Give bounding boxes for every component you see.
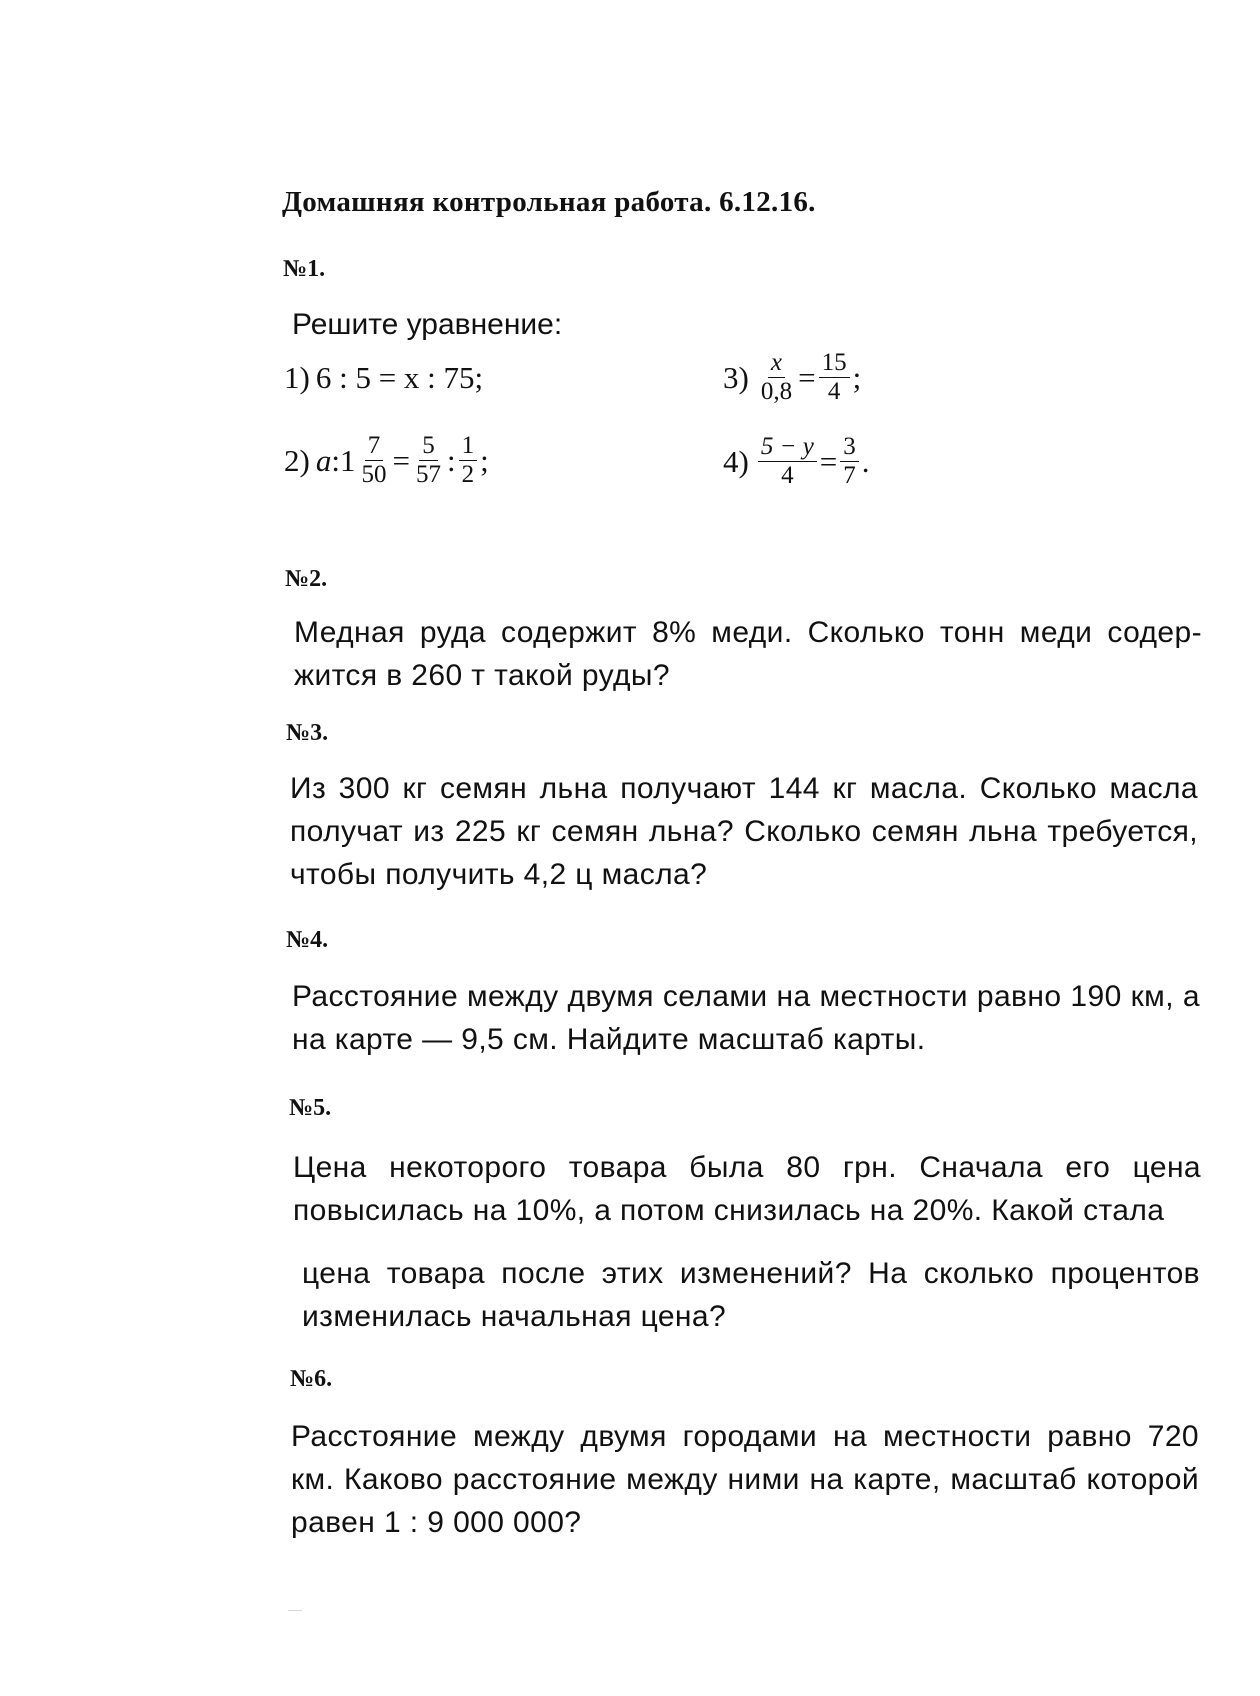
equation-2-fraction-1: $\frac{7}{50}$ bbox=[361, 432, 387, 489]
equation-1-label: 1) bbox=[284, 360, 310, 395]
task-6-text: Расстояние между двумя городами на местности равно 720 км. Каково расстояние между ними на карте, масштаб которой равен 1 : 9 000 000? bbox=[291, 1420, 1199, 1539]
equation-3 bbox=[723, 350, 861, 406]
task-3-text: Из 300 кг семян льна получают 144 кг масла. Сколько масла получат из 225 кг семян льна? Сколько семян льна требуется, чтобы получить 4,2 ц масла? bbox=[290, 772, 1198, 891]
equation-3-label: 3) bbox=[723, 359, 749, 395]
equation-4-fraction-2: $\frac{3}{7}$ bbox=[840, 434, 859, 490]
equation-4 bbox=[723, 434, 870, 490]
task-4-number: №4. bbox=[286, 927, 329, 953]
equation-2-variable: a bbox=[315, 442, 332, 478]
task-1-number: №1. bbox=[283, 256, 326, 282]
equation-1-text: 6 : 5 = x : 75; bbox=[315, 360, 484, 395]
page-title: Домашняя контрольная работа. 6.12.16. bbox=[282, 186, 816, 218]
task-5-number: №5. bbox=[289, 1095, 332, 1121]
equation-3-fraction-2: $\frac{15}{4}$ bbox=[819, 350, 850, 406]
task-6-number: №6. bbox=[290, 1366, 333, 1392]
equation-3-equals: = bbox=[798, 359, 816, 395]
equation-4-end: . bbox=[861, 443, 870, 479]
task-2-number: №2. bbox=[285, 566, 328, 592]
equation-4-equals: = bbox=[819, 443, 838, 479]
equation-2-fraction-3: $\frac{1}{2}$ bbox=[459, 433, 478, 489]
equation-2-colon: : bbox=[331, 442, 340, 478]
task-3-number: №3. bbox=[286, 720, 329, 746]
equation-2-equals: = bbox=[392, 442, 410, 478]
task-5-text-b: цена товара после этих изменений? На сколько процентов изменилась начальная цена? bbox=[302, 1257, 1200, 1333]
equation-2 bbox=[284, 433, 489, 489]
equation-2-whole: 1 bbox=[339, 442, 356, 478]
equation-3-end: ; bbox=[852, 359, 862, 395]
scan-speck bbox=[288, 1610, 302, 1611]
task-1-instruction: Решите уравнение: bbox=[292, 308, 563, 341]
equation-2-colon-2: : bbox=[446, 442, 456, 478]
equation-2-fraction-2: $\frac{5}{57}$ bbox=[415, 432, 441, 489]
equation-2-end: ; bbox=[480, 442, 489, 478]
equation-4-fraction-1: $\frac{5 - y}{4}$ bbox=[758, 434, 817, 490]
equation-4-label: 4) bbox=[723, 443, 749, 479]
equation-3-fraction-1: $\frac{x}{0,8}$ bbox=[760, 349, 793, 406]
task-5-text-a: Цена некоторого товара была 80 грн. Сначала его цена повысилась на 10%, а потом снизилась на 20%. Какой стала bbox=[293, 1151, 1201, 1227]
task-4-text: Расстояние между двумя селами на местности равно 190 км, а на карте — 9,5 см. Найдите масштаб карты. bbox=[292, 980, 1200, 1056]
equation-1 bbox=[284, 360, 483, 396]
task-2-text: Медная руда содержит 8% меди. Сколько тонн меди содер-жится в 260 т такой руды? bbox=[294, 616, 1202, 692]
equation-2-label: 2) bbox=[284, 442, 310, 478]
